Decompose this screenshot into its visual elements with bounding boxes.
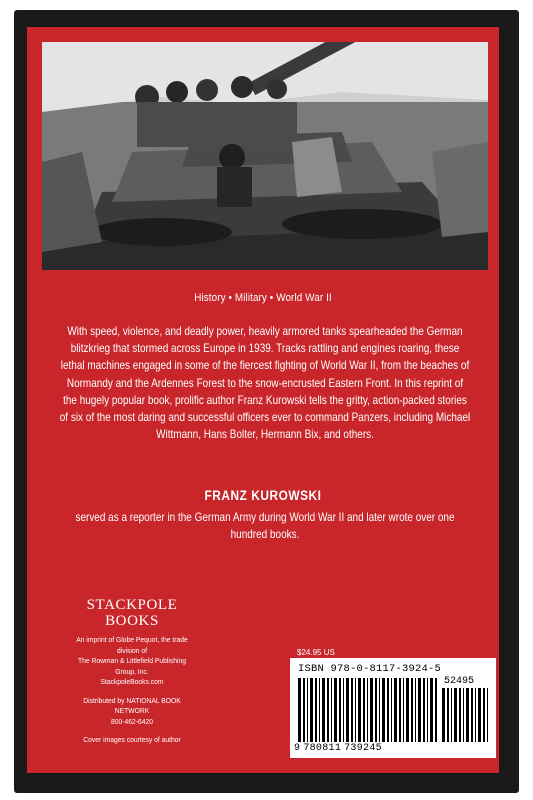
- ean-left-group: 780811: [303, 743, 342, 754]
- imprint-line: An imprint of Globe Pequot, the trade division of: [76, 635, 188, 655]
- ean-number: [294, 743, 382, 754]
- barcode-bar: [379, 678, 380, 742]
- price: $24.95 US: [297, 648, 335, 657]
- ean-right-group: 739245: [344, 743, 382, 754]
- barcode-bar: [334, 678, 337, 742]
- barcode-bar: [454, 688, 457, 742]
- barcode-bar: [442, 688, 445, 742]
- barcode-bar: [355, 678, 356, 742]
- barcode-bar: [346, 678, 349, 742]
- barcode-bar: [451, 688, 452, 742]
- barcode-bar: [382, 678, 385, 742]
- barcode-bar: [399, 678, 401, 742]
- barcode-bar: [415, 678, 416, 742]
- genre-line: History • Military • World War II: [194, 292, 332, 304]
- addon-barcode-bars: [442, 688, 488, 742]
- distributor-info: [69, 696, 195, 728]
- isbn-text: ISBN 978-0-8117-3924-5: [298, 663, 442, 675]
- barcode-bar: [487, 688, 488, 742]
- barcode-bar: [331, 678, 332, 742]
- barcode-bar: [387, 678, 389, 742]
- barcode-bar: [418, 678, 421, 742]
- barcode-bar: [411, 678, 413, 742]
- publisher-logo-line2: BOOKS: [105, 613, 159, 629]
- barcode-bar: [315, 678, 317, 742]
- barcode-bar: [427, 678, 428, 742]
- barcode-bar: [435, 678, 437, 742]
- barcode-bar: [322, 678, 325, 742]
- addon-number: 52495: [444, 676, 475, 687]
- barcode-bar: [343, 678, 344, 742]
- distributor-phone: 800-462-6420: [110, 716, 154, 726]
- publisher-logo: [62, 597, 202, 629]
- cover-credit: Cover images courtesy of author: [83, 735, 181, 744]
- barcode-bar: [339, 678, 341, 742]
- barcode-bar: [351, 678, 353, 742]
- barcode-bar: [423, 678, 425, 742]
- barcode-bar: [459, 688, 461, 742]
- barcode: [290, 658, 496, 758]
- barcode-bar: [471, 688, 473, 742]
- distributor-line: Distributed by NATIONAL BOOK NETWORK: [83, 695, 181, 715]
- barcode-bar: [403, 678, 404, 742]
- barcode-bar: [463, 688, 464, 742]
- barcode-bar: [367, 678, 368, 742]
- barcode-bar: [307, 678, 308, 742]
- author-name: FRANZ KUROWSKI: [204, 488, 322, 503]
- cover-photo-tank: [42, 42, 488, 270]
- publisher-block: [62, 597, 202, 746]
- ean-first-digit: 9: [294, 743, 301, 754]
- barcode-bar: [303, 678, 305, 742]
- barcode-bar: [466, 688, 469, 742]
- author-bio: served as a reporter in the German Army during World War II and later wrote over one hundred books.: [75, 511, 455, 542]
- barcode-bar: [363, 678, 365, 742]
- barcode-bar: [447, 688, 449, 742]
- publisher-website: StackpoleBooks.com: [100, 677, 164, 686]
- barcode-bar: [430, 678, 433, 742]
- barcode-bar: [391, 678, 392, 742]
- imprint-line: The Rowman & Littlefield Publishing Group, Inc.: [77, 656, 187, 676]
- barcode-bar: [327, 678, 329, 742]
- barcode-bar: [375, 678, 377, 742]
- book-description: With speed, violence, and deadly power, heavily armored tanks spearheaded the German blitzkrieg that stormed across Europe in 1939. Tracks rattling and engines roaring, these lethal machines engaged in some of the fiercest fighting of World War II, from the beaches of Normandy and the Ardennes Forest to the snow-encrusted Eastern Front. In this reprint of the hugely popular book, prolific author Franz Kurowski tells the gritty, action-packed stories of six of the most daring and successful officers ever to command Panzers, including Michael Wittmann, Hans Bolter, Hermann Bix, and others.: [59, 325, 471, 442]
- barcode-bar: [370, 678, 373, 742]
- barcode-bar: [358, 678, 361, 742]
- barcode-bar: [319, 678, 320, 742]
- ean-barcode-bars: [298, 678, 438, 742]
- barcode-bar: [394, 678, 397, 742]
- publisher-logo-line1: STACKPOLE: [86, 597, 178, 613]
- barcode-bar: [310, 678, 313, 742]
- barcode-bar: [475, 688, 476, 742]
- barcode-bar: [483, 688, 485, 742]
- publisher-imprint: [69, 635, 195, 688]
- barcode-bar: [406, 678, 409, 742]
- barcode-bar: [478, 688, 481, 742]
- barcode-bar: [298, 678, 301, 742]
